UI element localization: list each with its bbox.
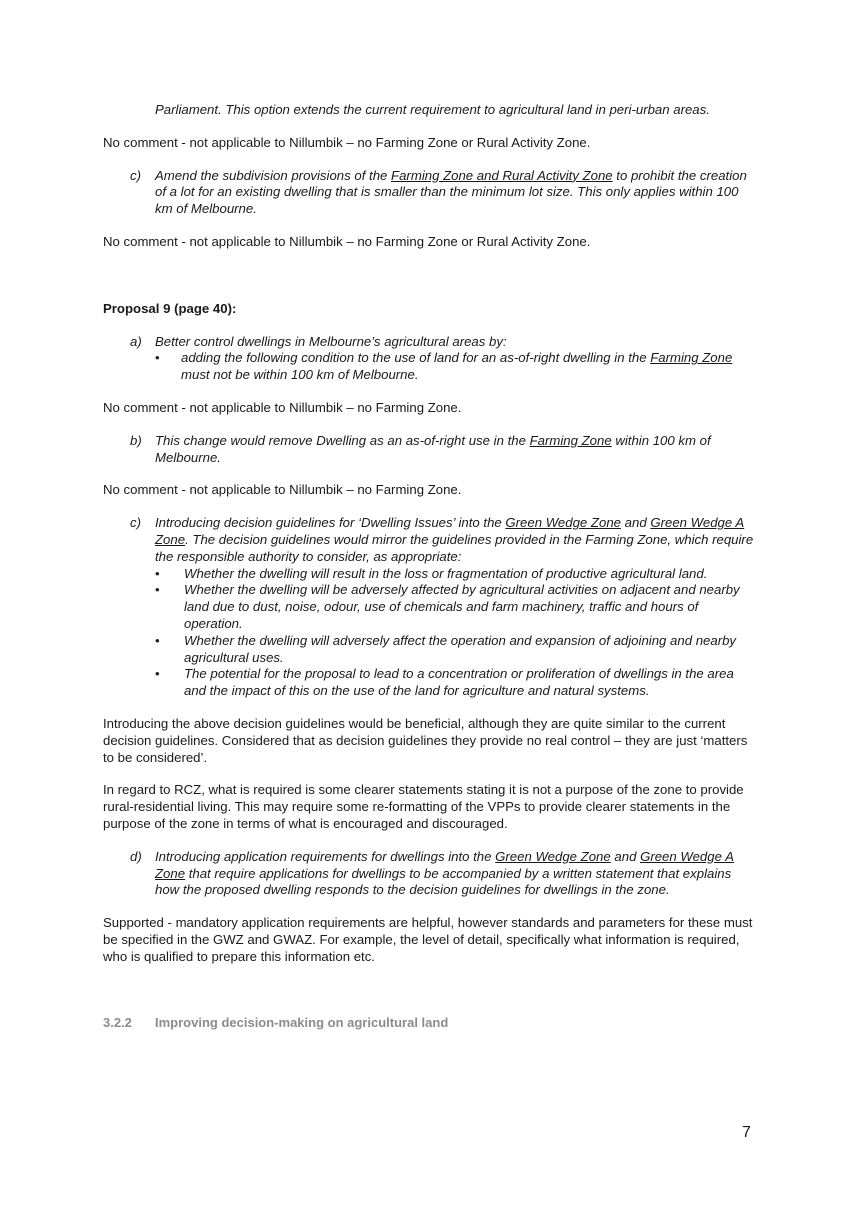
page-number: 7	[742, 1124, 751, 1141]
bullet-icon: •	[155, 666, 160, 682]
comment-paragraph: No comment - not applicable to Nillumbik – no Farming Zone.	[103, 399, 462, 415]
proposal-heading: Proposal 9 (page 40):	[103, 300, 237, 316]
bullet-item: • Whether the dwelling will adversely affect the operation and expansion of adjoining and nearby agricultural uses.	[155, 632, 737, 665]
response-paragraph: Introducing the above decision guidelines would be beneficial, although they are quite similar to the current decision guidelines. Considered that as decision guidelines they provide no real control – they are just ‘matters to be considered’.	[103, 715, 748, 765]
response-paragraph: In regard to RCZ, what is required is some clearer statements stating it is not a purpose of the zone to provide rural-residential living. This may require some re-formatting of the VPPs to provide clearer statements in the purpose of the zone in terms of what is encouraged and discouraged.	[103, 782, 744, 831]
zone-link[interactable]: Farming Zone	[529, 432, 612, 448]
comment-paragraph: No comment - not applicable to Nillumbik – no Farming Zone or Rural Activity Zone.	[103, 233, 591, 249]
bullet-item: • Whether the dwelling will result in the loss or fragmentation of productive agricultural land.	[155, 565, 708, 581]
zone-link[interactable]: Green Wedge A Zone	[155, 848, 734, 881]
bullet-icon: •	[155, 565, 160, 581]
zone-link[interactable]: Farming Zone and Rural Activity Zone	[391, 167, 613, 183]
bullet-icon: •	[155, 632, 160, 648]
list-item-d: d) Introducing application requirements for dwellings into the Green Wedge Zone and Green Wedge A Zone that require applications for dwellings to be accompanied by a written statement that explains how the proposed dwelling responds to the decision guidelines for dwellings in the zone.	[130, 848, 734, 898]
zone-link[interactable]: Farming Zone	[650, 350, 733, 366]
list-item-a: a) Better control dwellings in Melbourne’s agricultural areas by:	[130, 333, 507, 349]
bullet-item: • The potential for the proposal to lead to a concentration or proliferation of dwellings in the area and the impact of this on the use of the land for agriculture and natural systems.	[155, 666, 734, 699]
list-marker: b)	[130, 432, 142, 448]
bullet-icon: •	[155, 350, 160, 366]
list-item-c-guidelines: c) Introducing decision guidelines for ‘Dwelling Issues’ into the Green Wedge Zone and Green Wedge A Zone. The decision guidelines would mirror the guidelines provided in the Farming Zone, which require the responsible authority to consider, as appropriate:	[130, 515, 754, 564]
intro-continuation: Parliament. This option extends the current requirement to agricultural land in peri-urban areas.	[155, 102, 710, 117]
comment-paragraph: No comment - not applicable to Nillumbik – no Farming Zone or Rural Activity Zone.	[103, 134, 591, 150]
list-marker: c)	[130, 515, 141, 531]
zone-link[interactable]: Green Wedge Zone	[505, 515, 621, 531]
section-heading	[103, 1015, 758, 1032]
bullet-item: • Whether the dwelling will be adversely affected by agricultural activities on adjacent and nearby land due to dust, noise, odour, use of chemicals and farm machinery, traffic and hours of operation.	[155, 582, 740, 631]
list-marker: a)	[130, 333, 142, 349]
section-title: Improving decision-making on agricultural land	[155, 1015, 449, 1031]
list-marker: c)	[130, 167, 141, 183]
list-item-c-subdivision: c) Amend the subdivision provisions of the Farming Zone and Rural Activity Zone to prohibit the creation of a lot for an existing dwelling that is smaller than the minimum lot size. This only applies within 100 km of Melbourne.	[130, 167, 747, 217]
list-marker: d)	[130, 848, 142, 864]
bullet-item: • adding the following condition to the use of land for an as-of-right dwelling in the Farming Zone must not be within 100 km of Melbourne.	[155, 350, 733, 383]
response-paragraph: Supported - mandatory application requirements are helpful, however standards and parameters for these must be specified in the GWZ and GWAZ. For example, the level of detail, specifically what information is required, who is qualified to prepare this information etc.	[103, 915, 753, 964]
section-number: 3.2.2	[103, 1015, 132, 1031]
list-item-b: b) This change would remove Dwelling as an as-of-right use in the Farming Zone within 100 km of Melbourne.	[130, 432, 711, 465]
zone-link[interactable]: Green Wedge A Zone	[155, 515, 745, 547]
zone-link[interactable]: Green Wedge Zone	[495, 848, 611, 864]
bullet-icon: •	[155, 582, 160, 598]
comment-paragraph: No comment - not applicable to Nillumbik – no Farming Zone.	[103, 482, 462, 498]
page-content	[103, 102, 758, 1032]
